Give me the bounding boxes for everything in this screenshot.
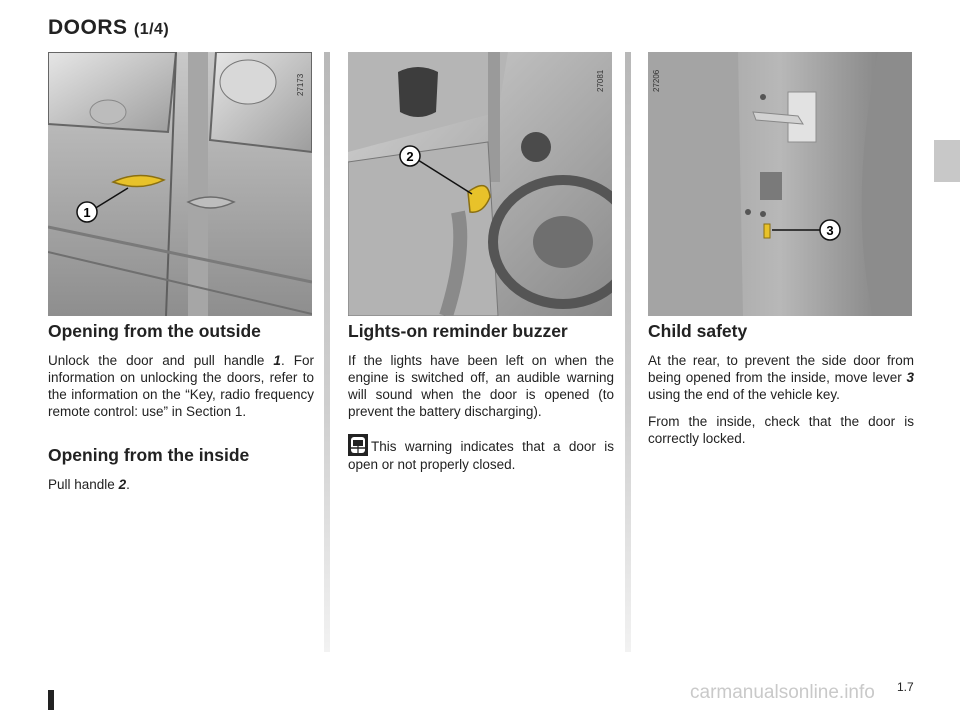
child-safety-lever-illustration: [648, 52, 912, 316]
corner-mark: [48, 690, 54, 710]
paragraph-check-locked: From the inside, check that the door is correctly locked.: [648, 414, 914, 446]
paragraph-opening-outside: Unlock the door and pull handle 1. For information on unlocking the doors, refer to the information on the “Key, radio frequency remote control: use” in Section 1.: [48, 353, 314, 419]
column-opening: [48, 320, 314, 503]
paragraph-door-warning: This warning indicates that a door is open or not properly closed.: [348, 434, 614, 473]
heading-opening-outside: Opening from the outside: [48, 321, 261, 341]
page-title-text: DOORS: [48, 16, 128, 39]
figure-interior: [348, 52, 612, 316]
door-exterior-handle-illustration: [48, 52, 312, 316]
heading-child-safety: Child safety: [648, 321, 748, 341]
section-side-tab: [934, 140, 960, 182]
door-interior-handle-illustration: [348, 52, 612, 316]
watermark: carmanualsonline.info: [690, 682, 875, 703]
figure-child-safety: [648, 52, 912, 316]
heading-opening-inside: Opening from the inside: [48, 445, 250, 465]
column-lights-buzzer: [348, 320, 614, 483]
callout-1: 1: [83, 205, 91, 220]
ref-lever-3: 3: [906, 370, 914, 385]
figure-code-3: 27206: [652, 69, 661, 92]
figure-code-2: 27081: [596, 69, 605, 92]
column-divider-2: [625, 52, 631, 652]
paragraph-opening-inside: Pull handle 2.: [48, 477, 130, 492]
callout-2: 2: [406, 149, 414, 164]
page-title-suffix: (1/4): [133, 21, 170, 38]
figure-exterior-door: [48, 52, 312, 316]
ref-handle-1: 1: [273, 353, 281, 368]
figure-code-1: 27173: [296, 73, 305, 96]
paragraph-lights-buzzer: If the lights have been left on when the engine is switched off, an audible warning will sound when the door is opened (to prevent the battery discharging).: [348, 353, 614, 419]
page-title: [48, 16, 169, 40]
callout-3: 3: [826, 223, 834, 238]
column-child-safety: [648, 320, 914, 457]
page-number: 1.7: [897, 680, 914, 694]
column-divider-1: [324, 52, 330, 652]
paragraph-child-safety: At the rear, to prevent the side door from being opened from the inside, move lever 3 using the end of the vehicle key.: [648, 353, 914, 402]
heading-lights-buzzer: Lights-on reminder buzzer: [348, 321, 568, 341]
ref-handle-2: 2: [118, 477, 127, 492]
door-open-warning-icon: [348, 434, 368, 456]
